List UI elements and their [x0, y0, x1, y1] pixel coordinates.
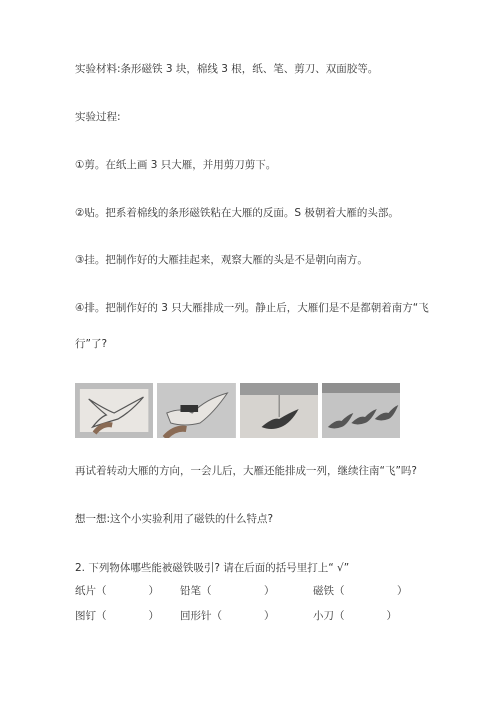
option-magnet[interactable]: 磁铁（ ） [313, 585, 408, 597]
retry-question: 再试着转动大雁的方向，一会儿后，大雁还能排成一列，继续往南“飞”吗? [75, 465, 417, 477]
process-heading: 实验过程: [75, 111, 121, 123]
step-1: ①剪。在纸上画 3 只大雁，并用剪刀剪下。 [75, 159, 277, 171]
experiment-photo-strip [75, 383, 400, 438]
option-paper[interactable]: 纸片（ ） [75, 585, 159, 597]
option-paperclip[interactable]: 回形针（ ） [180, 610, 275, 622]
think-question: 想一想:这个小实验利用了磁铁的什么特点? [75, 513, 274, 525]
photo-magnet-on-goose [157, 383, 235, 438]
photo-drawing-goose [75, 383, 153, 438]
option-knife[interactable]: 小刀（ ） [313, 610, 397, 622]
photo-hanging-goose [240, 383, 318, 438]
materials-line: 实验材料:条形磁铁 3 块，棉线 3 根，纸、笔、剪刀、双面胶等。 [75, 63, 379, 75]
step-2: ②贴。把系着棉线的条形磁铁粘在大雁的反面。S 极朝着大雁的头部。 [75, 207, 399, 219]
step-3: ③挂。把制作好的大雁挂起来，观察大雁的头是不是朝向南方。 [75, 254, 368, 266]
option-thumbtack[interactable]: 图钉（ ） [75, 610, 159, 622]
question-2: 2. 下列物体哪些能被磁铁吸引? 请在后面的括号里打上“ √” [75, 562, 350, 574]
photo-three-geese-in-line [322, 383, 400, 438]
option-pencil[interactable]: 铅笔（ ） [180, 585, 275, 597]
step-4: ④排。把制作好的 3 只大雁排成一列。静止后，大雁们是不是都朝着南方“飞 [75, 302, 429, 314]
step-4-continued: 行”了? [75, 338, 108, 350]
